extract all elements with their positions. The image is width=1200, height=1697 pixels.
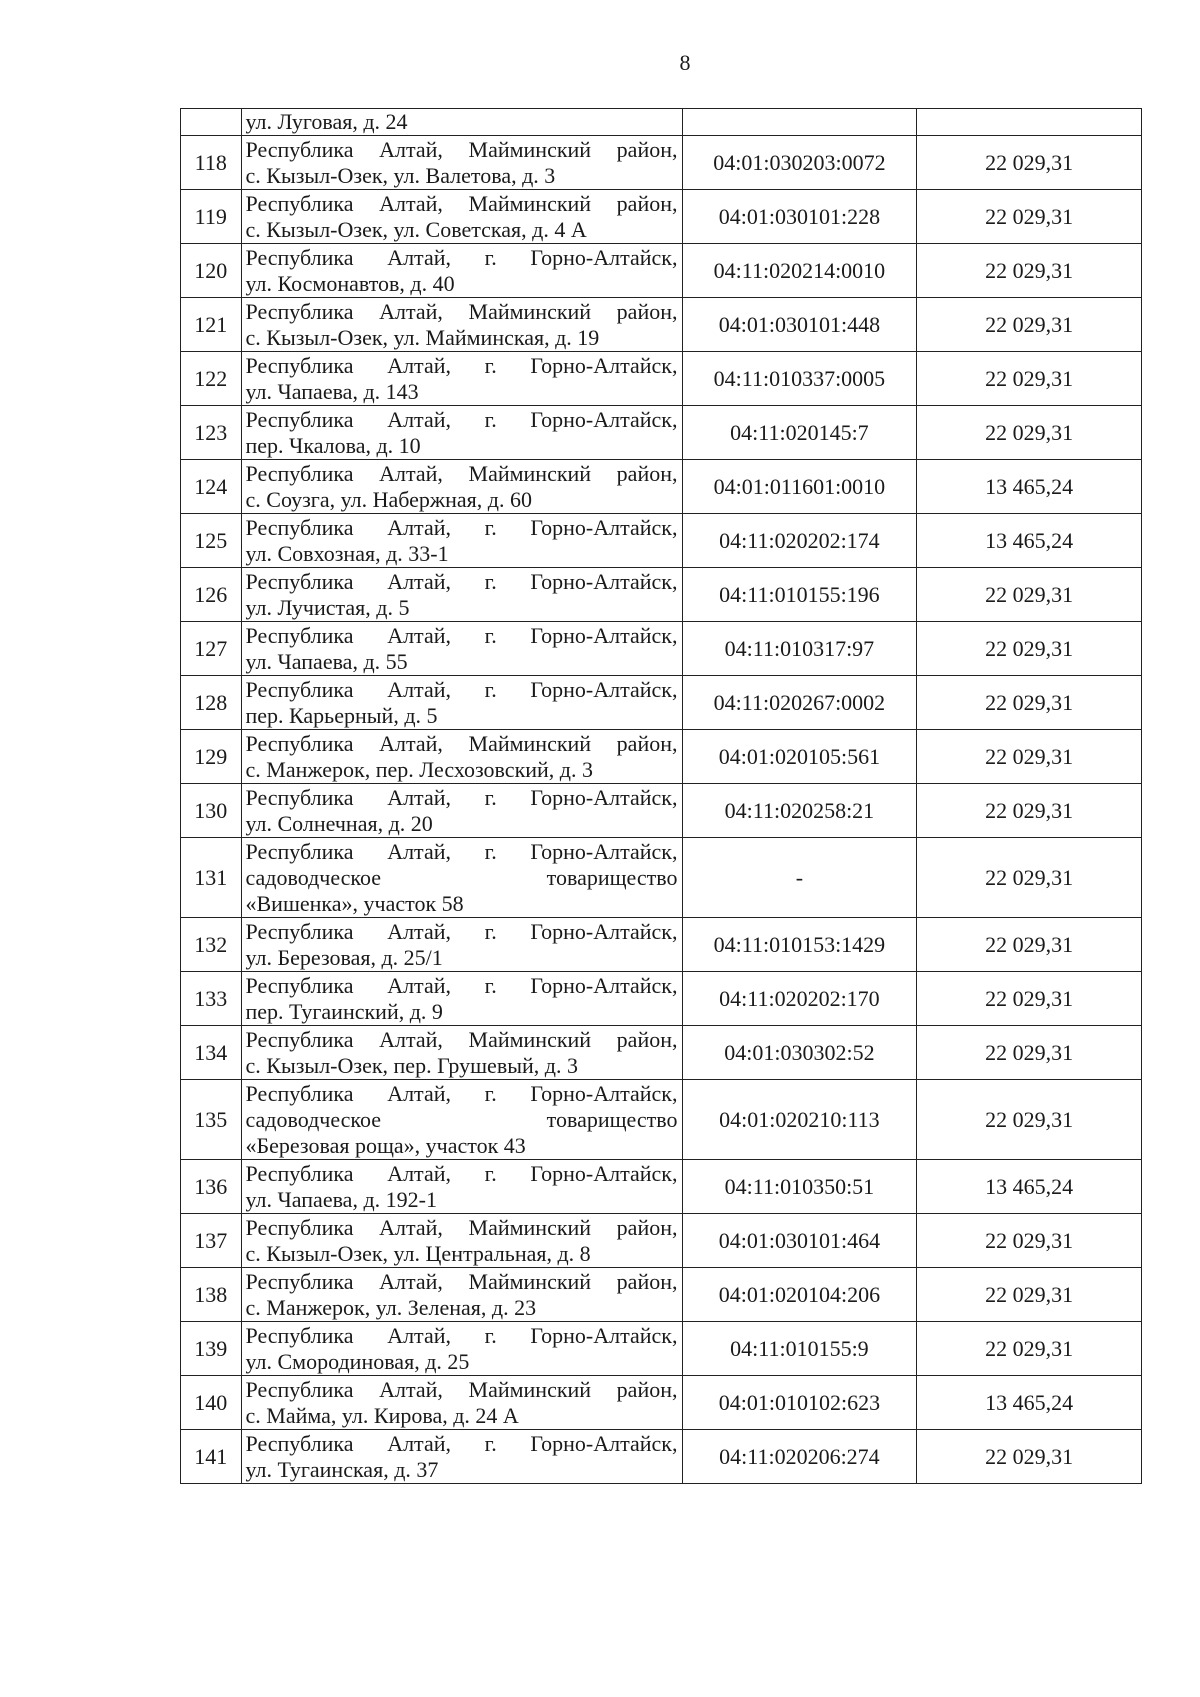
- row-number-cell: 132: [181, 918, 242, 972]
- address-cell: [241, 622, 682, 676]
- address-line: Республика Алтай, Майминский район,: [245, 298, 678, 324]
- address-line: Республика Алтай, Майминский район,: [245, 136, 678, 162]
- address-line: с. Майма, ул. Кирова, д. 24 А: [245, 1402, 519, 1428]
- address-cell: [241, 460, 682, 514]
- table-row: [181, 352, 1142, 406]
- value-cell: 13 465,24: [917, 460, 1142, 514]
- address-line: с. Кызыл-Озек, пер. Грушевый, д. 3: [245, 1052, 578, 1078]
- address-line: ул. Солнечная, д. 20: [245, 810, 433, 836]
- address-line: с. Кызыл-Озек, ул. Центральная, д. 8: [245, 1240, 591, 1266]
- address-line: пер. Карьерный, д. 5: [245, 702, 438, 728]
- value-cell: 22 029,31: [917, 1268, 1142, 1322]
- address-line: Республика Алтай, Майминский район,: [245, 730, 678, 756]
- table-row: [181, 1080, 1142, 1160]
- row-number-cell: 137: [181, 1214, 242, 1268]
- value-cell: 22 029,31: [917, 136, 1142, 190]
- table-row: [181, 838, 1142, 918]
- address-cell: ул. Луговая, д. 24: [241, 109, 682, 136]
- address-line: ул. Чапаева, д. 192-1: [245, 1186, 437, 1212]
- cadastral-number-cell: 04:11:010337:0005: [682, 352, 917, 406]
- table-row: [181, 1322, 1142, 1376]
- address-line: ул. Совхозная, д. 33-1: [245, 540, 449, 566]
- value-cell: 22 029,31: [917, 838, 1142, 918]
- cadastral-number-cell: 04:11:020206:274: [682, 1430, 917, 1484]
- row-number-cell: 138: [181, 1268, 242, 1322]
- address-cell: [241, 1268, 682, 1322]
- table-row: [181, 622, 1142, 676]
- table-row: [181, 1160, 1142, 1214]
- table-row: [181, 1026, 1142, 1080]
- address-cell: [241, 1160, 682, 1214]
- address-line: ул. Смородиновая, д. 25: [245, 1348, 470, 1374]
- address-cell: [241, 406, 682, 460]
- address-line: Республика Алтай, Майминский район,: [245, 1268, 678, 1294]
- address-line: «Березовая роща», участок 43: [245, 1132, 526, 1158]
- address-cell: [241, 190, 682, 244]
- address-line: Республика Алтай, г. Горно-Алтайск,: [245, 676, 678, 702]
- row-number-cell: 140: [181, 1376, 242, 1430]
- cadastral-number-cell: 04:01:030203:0072: [682, 136, 917, 190]
- row-number-cell: 119: [181, 190, 242, 244]
- value-cell: [917, 109, 1142, 136]
- table-row: [181, 406, 1142, 460]
- cadastral-number-cell: 04:11:020202:170: [682, 972, 917, 1026]
- address-cell: [241, 244, 682, 298]
- table-row: [181, 568, 1142, 622]
- table-row: [181, 1214, 1142, 1268]
- cadastral-number-cell: 04:11:010155:196: [682, 568, 917, 622]
- cadastral-number-cell: 04:11:010153:1429: [682, 918, 917, 972]
- cadastral-number-cell: 04:11:020258:21: [682, 784, 917, 838]
- value-cell: 22 029,31: [917, 1322, 1142, 1376]
- row-number-cell: 141: [181, 1430, 242, 1484]
- address-line: Республика Алтай, г. Горно-Алтайск,: [245, 1322, 678, 1348]
- table-row: [181, 784, 1142, 838]
- address-line: Республика Алтай, Майминский район,: [245, 1376, 678, 1402]
- cadastral-number-cell: 04:11:010155:9: [682, 1322, 917, 1376]
- address-line: с. Манжерок, ул. Зеленая, д. 23: [245, 1294, 537, 1320]
- cadastral-number-cell: 04:01:010102:623: [682, 1376, 917, 1430]
- table-row-continuation: [181, 109, 1142, 136]
- table-row: [181, 1268, 1142, 1322]
- address-cell: [241, 1376, 682, 1430]
- address-cell: [241, 136, 682, 190]
- address-line: садоводческое товарищество: [245, 1106, 678, 1132]
- address-line: ул. Космонавтов, д. 40: [245, 270, 455, 296]
- table-row: [181, 244, 1142, 298]
- table-row: [181, 136, 1142, 190]
- row-number-cell: 134: [181, 1026, 242, 1080]
- row-number-cell: 126: [181, 568, 242, 622]
- table-row: [181, 1376, 1142, 1430]
- address-line: Республика Алтай, Майминский район,: [245, 1214, 678, 1240]
- address-line: Республика Алтай, г. Горно-Алтайск,: [245, 972, 678, 998]
- cadastral-number-cell: 04:11:020214:0010: [682, 244, 917, 298]
- value-cell: 22 029,31: [917, 190, 1142, 244]
- address-line: пер. Тугаинский, д. 9: [245, 998, 443, 1024]
- address-line: «Вишенка», участок 58: [245, 890, 464, 916]
- page-number: 8: [679, 50, 691, 75]
- value-cell: 22 029,31: [917, 784, 1142, 838]
- value-cell: 22 029,31: [917, 298, 1142, 352]
- address-cell: [241, 1214, 682, 1268]
- cadastral-number-cell: 04:01:030101:228: [682, 190, 917, 244]
- table-row: [181, 460, 1142, 514]
- table-row: [181, 298, 1142, 352]
- address-cell: [241, 972, 682, 1026]
- address-cell: [241, 676, 682, 730]
- value-cell: 13 465,24: [917, 514, 1142, 568]
- value-cell: 22 029,31: [917, 1026, 1142, 1080]
- table-row: [181, 1430, 1142, 1484]
- address-line: Республика Алтай, г. Горно-Алтайск,: [245, 568, 678, 594]
- address-line: Республика Алтай, Майминский район,: [245, 1026, 678, 1052]
- row-number-cell: 122: [181, 352, 242, 406]
- address-cell: [241, 784, 682, 838]
- address-cell: [241, 568, 682, 622]
- row-number-cell: 124: [181, 460, 242, 514]
- table-row: [181, 972, 1142, 1026]
- address-line: с. Соузга, ул. Набержная, д. 60: [245, 486, 532, 512]
- value-cell: 22 029,31: [917, 352, 1142, 406]
- cadastral-number-cell: 04:01:020105:561: [682, 730, 917, 784]
- table-row: [181, 514, 1142, 568]
- cadastral-number-cell: 04:11:010317:97: [682, 622, 917, 676]
- address-line: с. Кызыл-Озек, ул. Майминская, д. 19: [245, 324, 600, 350]
- row-number-cell: 130: [181, 784, 242, 838]
- value-cell: 22 029,31: [917, 406, 1142, 460]
- address-cell: [241, 730, 682, 784]
- cadastral-number-cell: 04:11:020267:0002: [682, 676, 917, 730]
- cadastral-number-cell: 04:11:020145:7: [682, 406, 917, 460]
- row-number-cell: 125: [181, 514, 242, 568]
- address-line: ул. Тугаинская, д. 37: [245, 1456, 439, 1482]
- address-cell: [241, 1026, 682, 1080]
- address-line: Республика Алтай, г. Горно-Алтайск,: [245, 352, 678, 378]
- registry-table: [180, 108, 1142, 1484]
- address-line: Республика Алтай, г. Горно-Алтайск,: [245, 406, 678, 432]
- row-number-cell: 135: [181, 1080, 242, 1160]
- cadastral-number-cell: [682, 109, 917, 136]
- cadastral-number-cell: 04:11:020202:174: [682, 514, 917, 568]
- value-cell: 22 029,31: [917, 1430, 1142, 1484]
- address-line: пер. Чкалова, д. 10: [245, 432, 421, 458]
- address-line: Республика Алтай, г. Горно-Алтайск,: [245, 622, 678, 648]
- row-number-cell: [181, 109, 242, 136]
- cadastral-number-cell: 04:11:010350:51: [682, 1160, 917, 1214]
- address-line: Республика Алтай, г. Горно-Алтайск,: [245, 1430, 678, 1456]
- address-line: ул. Чапаева, д. 55: [245, 648, 408, 674]
- row-number-cell: 129: [181, 730, 242, 784]
- address-cell: [241, 1322, 682, 1376]
- table-row: [181, 676, 1142, 730]
- address-line: ул. Лучистая, д. 5: [245, 594, 410, 620]
- address-line: Республика Алтай, г. Горно-Алтайск,: [245, 1080, 678, 1106]
- address-line: Республика Алтай, г. Горно-Алтайск,: [245, 514, 678, 540]
- address-cell: [241, 1080, 682, 1160]
- value-cell: 22 029,31: [917, 730, 1142, 784]
- row-number-cell: 121: [181, 298, 242, 352]
- row-number-cell: 127: [181, 622, 242, 676]
- value-cell: 22 029,31: [917, 918, 1142, 972]
- row-number-cell: 131: [181, 838, 242, 918]
- address-cell: [241, 1430, 682, 1484]
- address-line: Республика Алтай, Майминский район,: [245, 460, 678, 486]
- address-line: садоводческое товарищество: [245, 864, 678, 890]
- address-cell: [241, 352, 682, 406]
- table-row: [181, 730, 1142, 784]
- address-line: Республика Алтай, г. Горно-Алтайск,: [245, 784, 678, 810]
- row-number-cell: 128: [181, 676, 242, 730]
- address-cell: [241, 838, 682, 918]
- value-cell: 22 029,31: [917, 1080, 1142, 1160]
- address-line: Республика Алтай, г. Горно-Алтайск,: [245, 918, 678, 944]
- address-line: Республика Алтай, г. Горно-Алтайск,: [245, 838, 678, 864]
- address-line: с. Кызыл-Озек, ул. Валетова, д. 3: [245, 162, 556, 188]
- address-cell: [241, 514, 682, 568]
- value-cell: 22 029,31: [917, 972, 1142, 1026]
- row-number-cell: 133: [181, 972, 242, 1026]
- address-cell: [241, 298, 682, 352]
- value-cell: 22 029,31: [917, 676, 1142, 730]
- cadastral-number-cell: 04:01:020210:113: [682, 1080, 917, 1160]
- cadastral-number-cell: 04:01:030101:448: [682, 298, 917, 352]
- cadastral-number-cell: 04:01:030101:464: [682, 1214, 917, 1268]
- address-cell: [241, 918, 682, 972]
- cadastral-number-cell: 04:01:030302:52: [682, 1026, 917, 1080]
- row-number-cell: 120: [181, 244, 242, 298]
- address-line: ул. Чапаева, д. 143: [245, 378, 419, 404]
- address-line: Республика Алтай, г. Горно-Алтайск,: [245, 1160, 678, 1186]
- cadastral-number-cell: -: [682, 838, 917, 918]
- value-cell: 13 465,24: [917, 1376, 1142, 1430]
- cadastral-number-cell: 04:01:020104:206: [682, 1268, 917, 1322]
- value-cell: 13 465,24: [917, 1160, 1142, 1214]
- cadastral-number-cell: 04:01:011601:0010: [682, 460, 917, 514]
- value-cell: 22 029,31: [917, 1214, 1142, 1268]
- address-line: Республика Алтай, г. Горно-Алтайск,: [245, 244, 678, 270]
- row-number-cell: 139: [181, 1322, 242, 1376]
- address-line: ул. Березовая, д. 25/1: [245, 944, 443, 970]
- address-line: с. Манжерок, пер. Лесхозовский, д. 3: [245, 756, 593, 782]
- row-number-cell: 118: [181, 136, 242, 190]
- table-row: [181, 918, 1142, 972]
- value-cell: 22 029,31: [917, 244, 1142, 298]
- address-line: с. Кызыл-Озек, ул. Советская, д. 4 А: [245, 216, 587, 242]
- row-number-cell: 123: [181, 406, 242, 460]
- row-number-cell: 136: [181, 1160, 242, 1214]
- table-row: [181, 190, 1142, 244]
- value-cell: 22 029,31: [917, 622, 1142, 676]
- value-cell: 22 029,31: [917, 568, 1142, 622]
- address-line: Республика Алтай, Майминский район,: [245, 190, 678, 216]
